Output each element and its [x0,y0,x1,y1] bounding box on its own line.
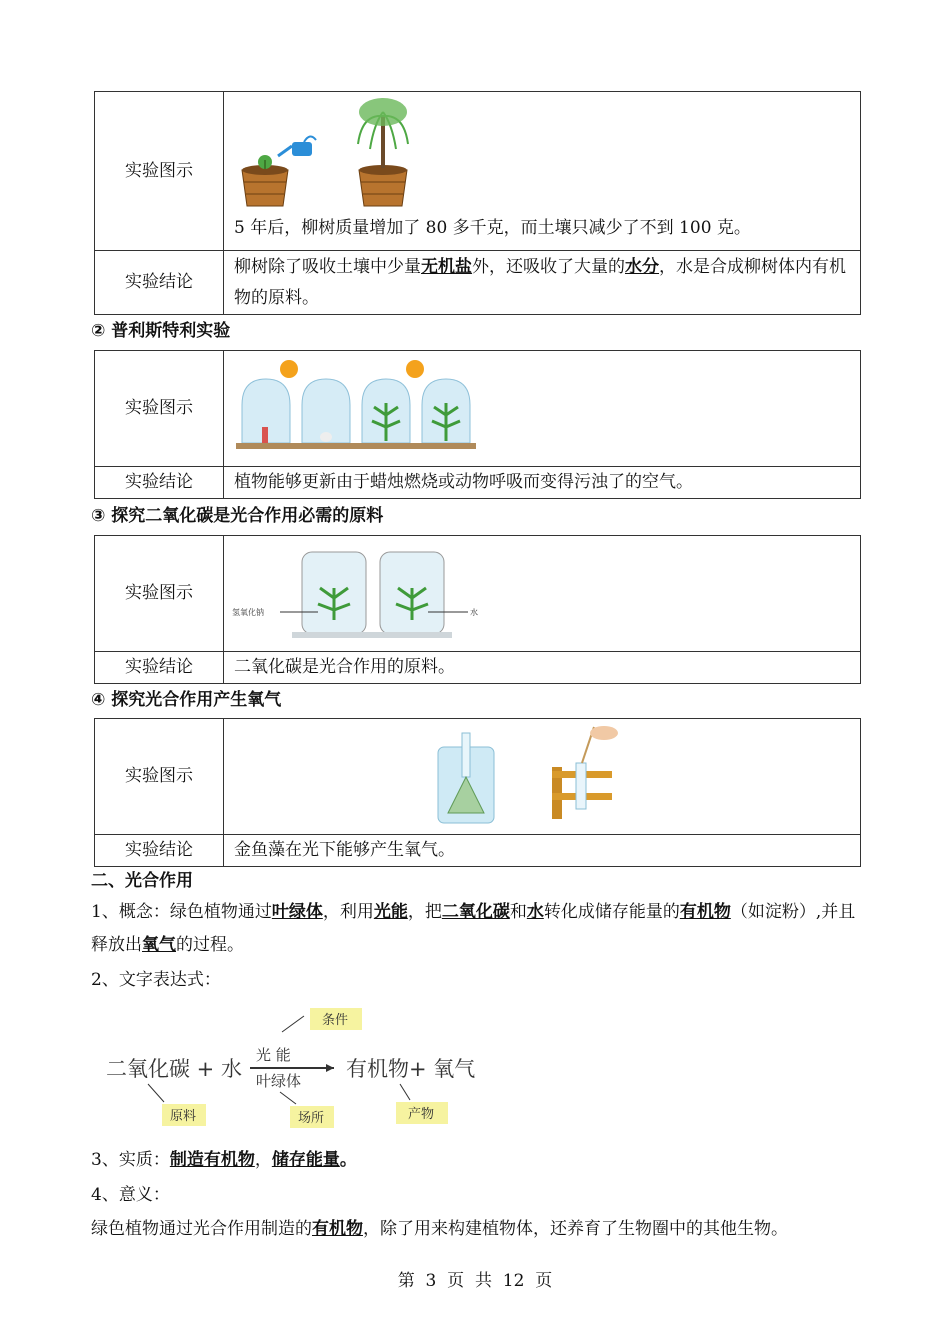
word-equation-figure [100,1004,500,1134]
table2-conclusion: 植物能够更新由于蜡烛燃烧或动物呼吸而变得污浊了的空气。 [224,467,861,499]
equation-products: 有机物+ 氧气 [346,1057,476,1081]
equation-condition-light: 光 能 [256,1046,291,1064]
table3-figure-cell [224,536,861,652]
section-priestley-title: ② 普利斯特利实验 [91,321,231,341]
bell-jar-figure [234,355,494,460]
expression-label: 2、文字表达式： [91,970,221,990]
keyword-water: 水分 [625,256,659,277]
priestley-table [94,350,861,499]
keyword-inorganic-salt: 无机盐 [421,256,472,277]
table4-conclusion-label: 实验结论 [95,835,224,867]
table3-conclusion-label: 实验结论 [95,652,224,684]
section-oxygen-title: ④ 探究光合作用产生氧气 [91,690,282,710]
equation-reactants: 二氧化碳 + 水 [106,1057,242,1081]
table2-figure-cell [224,351,861,467]
concept-paragraph: 1、概念：绿色植物通过叶绿体，利用光能，把二氧化碳和水转化成储存能量的有机物（如淀粉）,并且释放出氧气的过程。 [91,902,856,955]
tag-condition: 条件 [322,1013,349,1028]
co2-table [94,535,861,684]
oxygen-table [94,718,861,867]
meaning-paragraph: 绿色植物通过光合作用制造的有机物，除了用来构建植物体，还养育了生物圈中的其他生物。 [91,1219,788,1239]
table1-figure-label: 实验图示 [95,92,224,251]
table4-conclusion: 金鱼藻在光下能够产生氧气。 [224,835,861,867]
table2-conclusion-label: 实验结论 [95,467,224,499]
tag-raw-material: 原料 [170,1109,197,1124]
table1-conclusion: 柳树除了吸收土壤中少量无机盐外，还吸收了大量的水分，水是合成柳树体内有机物的原料。 [224,251,861,315]
essence-paragraph: 3、实质：制造有机物，储存能量。 [91,1150,357,1170]
section-co2-title: ③ 探究二氧化碳是光合作用必需的原料 [91,506,384,526]
meaning-label: 4、意义： [91,1185,170,1205]
table4-figure-label: 实验图示 [95,719,224,835]
table1-conclusion-label: 实验结论 [95,251,224,315]
van-helmont-table [94,91,861,315]
figure-label-water: 水 [470,608,478,617]
photosynthesis-heading: 二、光合作用 [91,871,193,891]
tag-product: 产物 [408,1107,435,1122]
figure-label-naoh: 氢氧化钠 [232,608,264,617]
table2-figure-label: 实验图示 [95,351,224,467]
table1-caption: 5 年后，柳树质量增加了 80 多千克，而土壤只减少了不到 100 克。 [234,218,751,238]
page-footer: 第 3 页 共 12 页 [397,1271,553,1291]
oxygen-experiment-figure [436,721,636,829]
table4-figure-cell [224,719,861,835]
table1-figure-cell [224,92,861,251]
willow-experiment-figure [234,94,434,212]
tag-place: 场所 [298,1111,325,1126]
equation-condition-chloroplast: 叶绿体 [256,1072,302,1090]
co2-experiment-figure [232,540,482,645]
table3-figure-label: 实验图示 [95,536,224,652]
table3-conclusion: 二氧化碳是光合作用的原料。 [224,652,861,684]
